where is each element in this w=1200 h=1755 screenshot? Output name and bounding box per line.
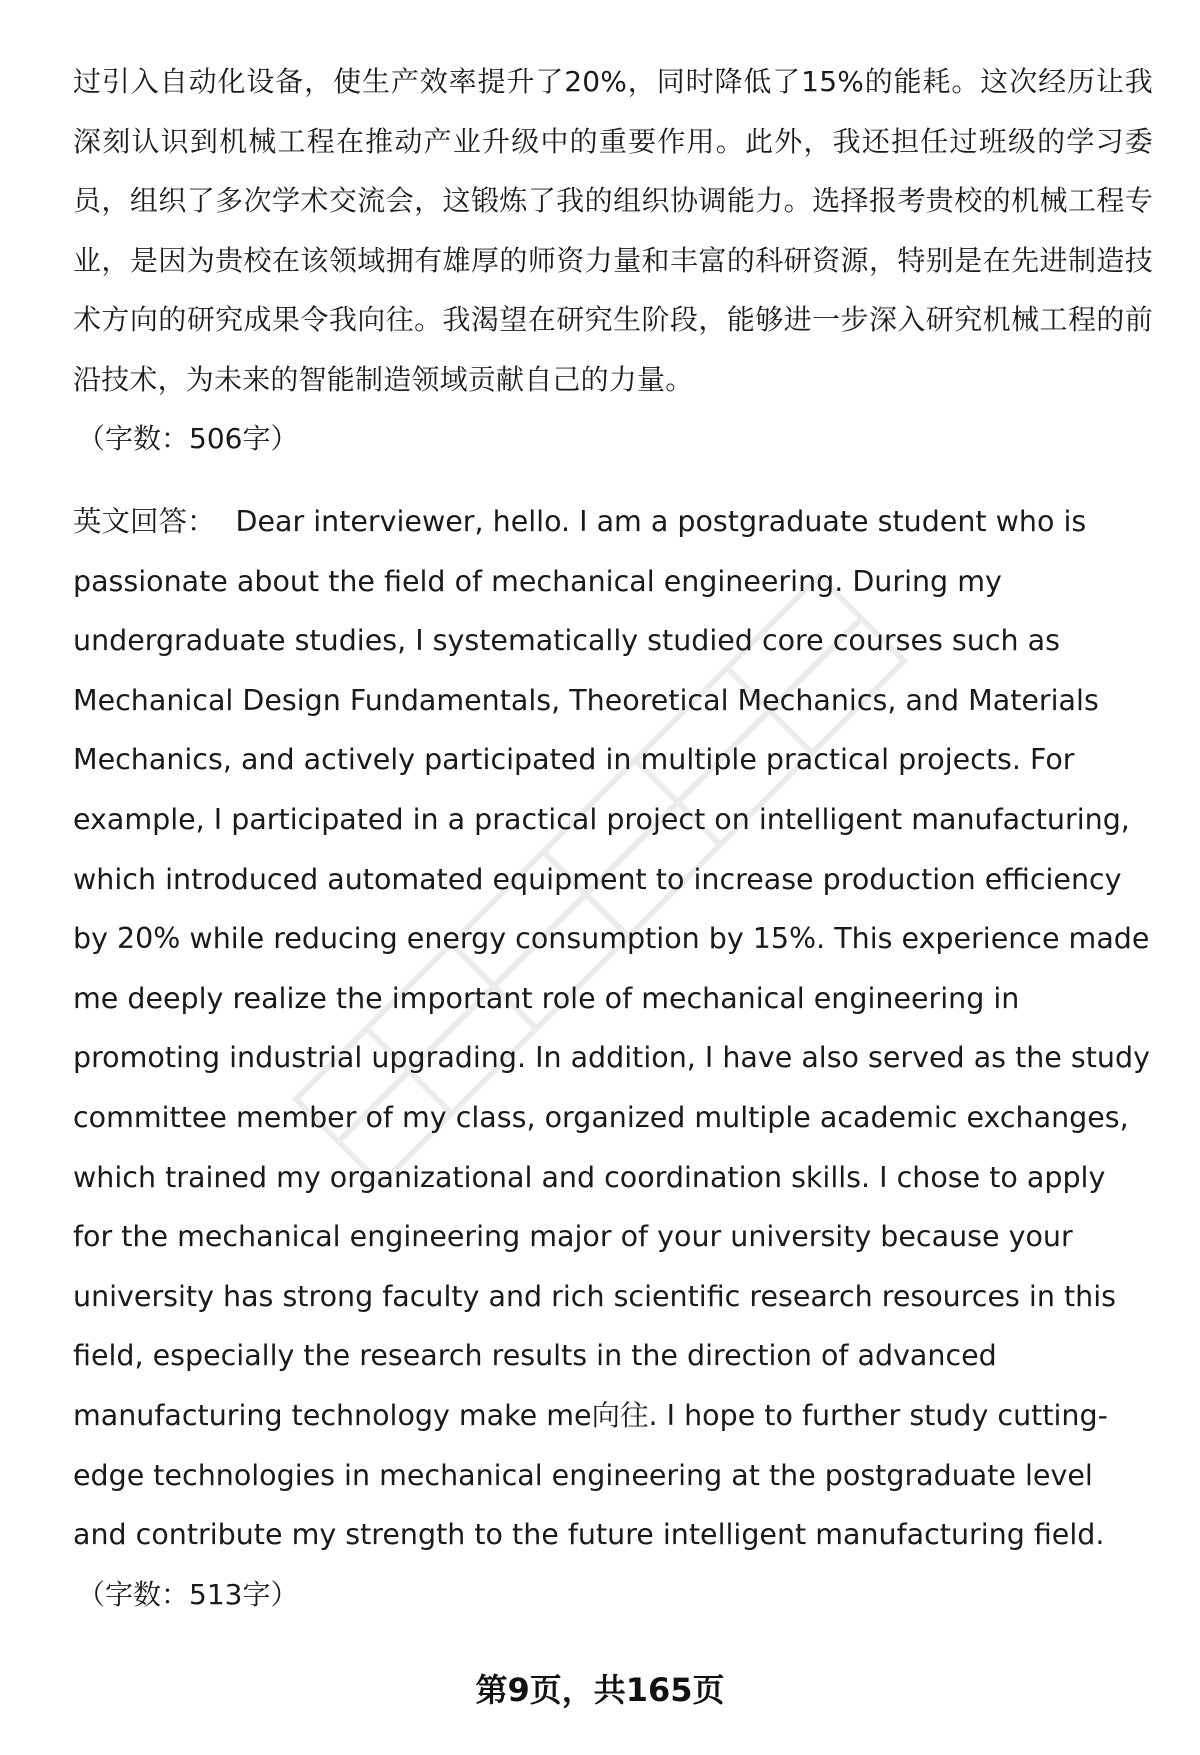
chinese-word-count: （字数：506字） xyxy=(77,422,299,455)
document-page xyxy=(73,52,1153,1624)
english-answer-paragraph xyxy=(73,492,1153,1565)
page-number: 第9页，共165页 xyxy=(475,1671,725,1709)
english-answer-label: 英文回答： xyxy=(73,505,216,538)
english-answer-text: Dear interviewer, hello. I am a postgraduate student who is passionate about the field of mechanical engineering. During my undergraduate studies, I systematically studied core courses such as Mechanical Design Fundamentals, Theoretical Mechanics, and Materials Mechanics, and actively participated in multiple practical projects. For example, I participated in a practical project on intelligent manufacturing, which introduced automated equipment to increase production efficiency by 20% while reducing energy consumption by 15%. This experience made me deeply realize the important role of mechanical engineering in promoting industrial upgrading. In addition, I have also served as the study committee member of my class, organized multiple academic exchanges, which trained my organizational and coordination skills. I chose to apply for the mechanical engineering major of your university because your university has strong faculty and rich scientific research resources in this field, especially the research results in the direction of advanced manufacturing technology make me向往. I hope to further study cutting-edge technologies in mechanical engineering at the postgraduate level and contribute my strength to the future intelligent manufacturing field. xyxy=(73,505,1150,1552)
english-word-count: （字数：513字） xyxy=(77,1577,299,1611)
section-gap xyxy=(73,468,1153,492)
chinese-answer-paragraph: 过引入自动化设备，使生产效率提升了20%，同时降低了15%的能耗。这次经历让我深刻认识到机械工程在推动产业升级中的重要作用。此外，我还担任过班级的学习委员，组织了多次学术交流会，这锻炼了我的组织协调能力。选择报考贵校的机械工程专业，是因为贵校在该领域拥有雄厚的师资力量和丰富的科研资源，特别是在先进制造技术方向的研究成果令我向往。我渴望在研究生阶段，能够进一步深入研究机械工程的前沿技术，为未来的智能制造领域贡献自己的力量。 xyxy=(73,65,1153,396)
